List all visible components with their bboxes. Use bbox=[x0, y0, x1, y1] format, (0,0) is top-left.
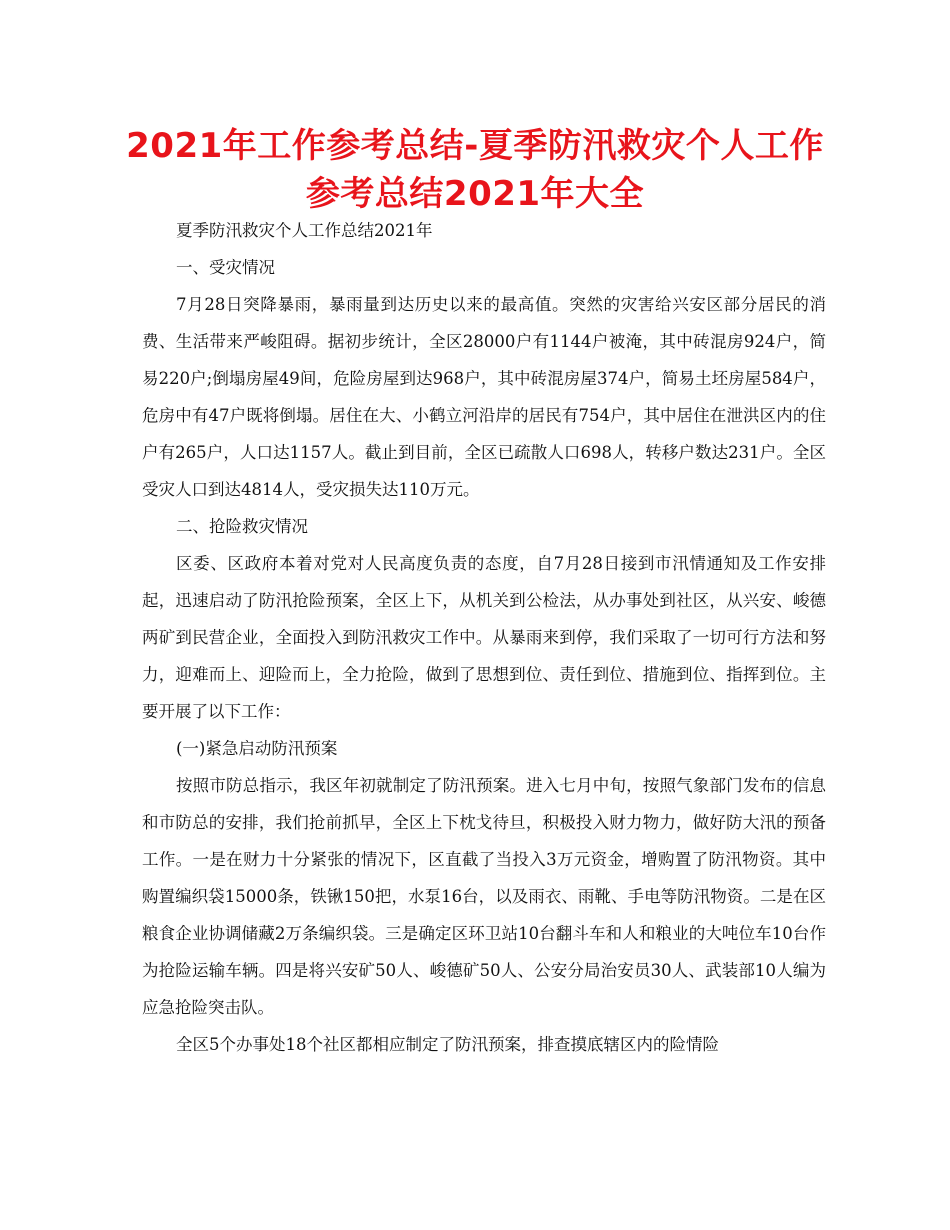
section-heading-disaster: 一、受灾情况 bbox=[176, 258, 275, 277]
subsection-heading-plan: (一)紧急启动防汛预案 bbox=[176, 739, 338, 758]
section-heading-rescue: 二、抢险救灾情况 bbox=[176, 517, 308, 536]
document-title: 2021年工作参考总结-夏季防汛救灾个人工作参考总结2021年大全 bbox=[126, 126, 824, 214]
paragraph-communities: 全区5个办事处18个社区都相应制定了防汛预案，排查摸底辖区内的险情险 bbox=[176, 1035, 719, 1054]
document-body bbox=[142, 212, 826, 1063]
paragraph-plan-details: 按照市防总指示，我区年初就制定了防汛预案。进入七月中旬，按照气象部门发布的信息和市防总的安排，我们抢前抓早，全区上下枕戈待旦，积极投入财力物力，做好防大汛的预备工作。一是在财力十分紧张的情况下，区直截了当投入3万元资金，增购置了防汛物资。其中购置编织袋15000条，铁锹150把，水泵16台，以及雨衣、雨靴、手电等防汛物资。二是在区粮食企业协调储藏2万条编织袋。三是确定区环卫站10台翻斗车和人和粮业的大吨位车10台作为抢险运输车辆。四是将兴安矿50人、峻德矿50人、公安分局治安员30人、武装部10人编为应急抢险突击队。 bbox=[142, 776, 826, 1017]
paragraph-disaster-details: 7月28日突降暴雨，暴雨量到达历史以来的最高值。突然的灾害给兴安区部分居民的消费、生活带来严峻阻碍。据初步统计，全区28000户有1144户被淹，其中砖混房924户，简易220户;倒塌房屋49间，危险房屋到达968户，其中砖混房屋374户，简易土坯房屋584户，危房中有47户既将倒塌。居住在大、小鹤立河沿岸的居民有754户，其中居住在泄洪区内的住户有265户，人口达1157人。截止到目前，全区已疏散人口698人，转移户数达231户。全区受灾人口到达4814人，受灾损失达110万元。 bbox=[142, 295, 826, 499]
subtitle-line: 夏季防汛救灾个人工作总结2021年 bbox=[176, 221, 433, 240]
paragraph-rescue-overview: 区委、区政府本着对党对人民高度负责的态度，自7月28日接到市汛情通知及工作安排起，迅速启动了防汛抢险预案，全区上下，从机关到公检法，从办事处到社区，从兴安、峻德两矿到民营企业，全面投入到防汛救灾工作中。从暴雨来到停，我们采取了一切可行方法和努力，迎难而上、迎险而上，全力抢险，做到了思想到位、责任到位、措施到位、指挥到位。主要开展了以下工作： bbox=[142, 554, 826, 721]
